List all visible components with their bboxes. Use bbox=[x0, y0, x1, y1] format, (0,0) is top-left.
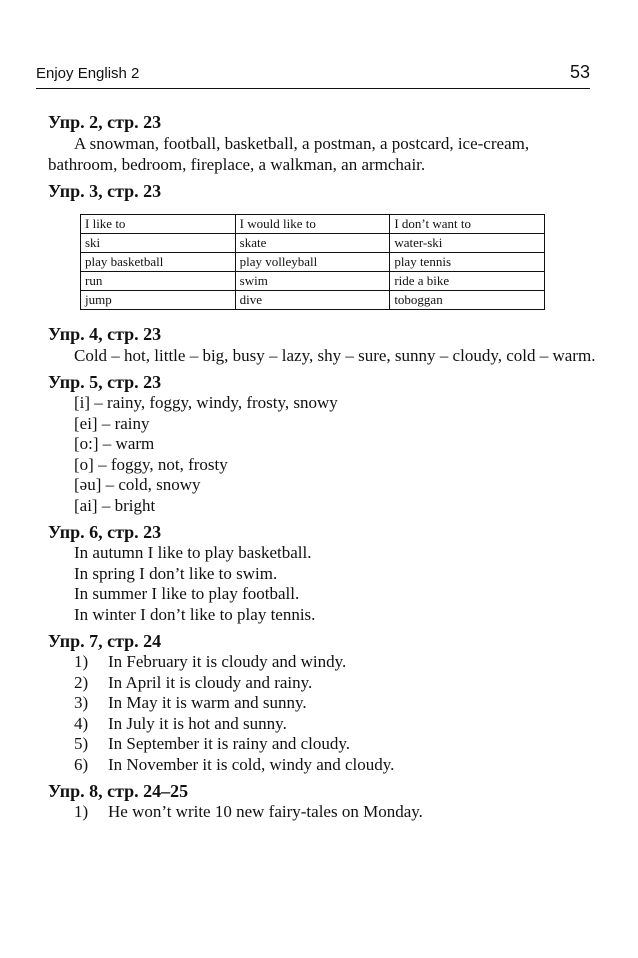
item-number: 1) bbox=[74, 652, 89, 671]
list-item bbox=[48, 802, 596, 823]
list-item: [o:] – warm bbox=[74, 434, 155, 453]
exercise-text: Cold – hot, little – big, busy – lazy, shy – sure, sunny – cloudy, cold – warm. bbox=[74, 346, 596, 365]
exercise-4 bbox=[48, 324, 596, 366]
sound-list bbox=[48, 393, 596, 516]
exercise-text: A snowman, football, basketball, a postman, a postcard, ice-cream, bathroom, bedroom, fireplace, a walkman, an armchair. bbox=[48, 134, 530, 174]
list-item bbox=[48, 755, 596, 776]
item-text: He won’t write 10 new fairy-tales on Monday. bbox=[108, 802, 423, 821]
list-item: In autumn I like to play basketball. bbox=[74, 543, 312, 562]
table-cell: jump bbox=[81, 291, 236, 310]
table-cell: water-ski bbox=[390, 234, 545, 253]
item-text: In November it is cold, windy and cloudy. bbox=[108, 754, 395, 774]
list-item: [o] – foggy, not, frosty bbox=[74, 454, 228, 474]
list-item: [əu] – cold, snowy bbox=[74, 475, 201, 494]
page-content bbox=[48, 112, 596, 823]
item-number: 1) bbox=[74, 802, 89, 821]
page-number: 53 bbox=[569, 62, 590, 82]
exercise-title: Упр. 7, стр. 24 bbox=[48, 631, 162, 651]
table-cell: swim bbox=[235, 272, 390, 291]
item-number: 4) bbox=[74, 713, 89, 733]
exercise-7 bbox=[48, 631, 596, 775]
sentence-list bbox=[48, 543, 596, 625]
exercise-6 bbox=[48, 522, 596, 625]
item-number: 3) bbox=[74, 693, 89, 712]
list-item: In winter I don’t like to play tennis. bbox=[74, 604, 316, 624]
table-row bbox=[81, 253, 545, 272]
table-row bbox=[81, 272, 545, 291]
list-item bbox=[48, 693, 596, 714]
exercise-2 bbox=[48, 112, 596, 175]
table-row bbox=[81, 234, 545, 253]
list-item: [ei] – rainy bbox=[74, 413, 150, 433]
exercise-title: Упр. 2, стр. 23 bbox=[48, 112, 162, 132]
exercise-3 bbox=[48, 181, 596, 310]
activities-table bbox=[80, 214, 545, 310]
table-cell: play basketball bbox=[81, 253, 236, 272]
table-row bbox=[81, 291, 545, 310]
numbered-list bbox=[48, 802, 596, 823]
list-item bbox=[48, 673, 596, 694]
item-text: In April it is cloudy and rainy. bbox=[108, 672, 313, 692]
table-cell: play tennis bbox=[390, 253, 545, 272]
table-cell: dive bbox=[235, 291, 390, 310]
table-header-cell: I like to bbox=[81, 215, 236, 234]
exercise-title: Упр. 4, стр. 23 bbox=[48, 324, 162, 344]
list-item: [ai] – bright bbox=[74, 495, 156, 515]
exercise-8 bbox=[48, 781, 596, 823]
table-cell: ride a bike bbox=[390, 272, 545, 291]
table-header-cell: I don’t want to bbox=[390, 215, 545, 234]
list-item: [i] – rainy, foggy, windy, frosty, snowy bbox=[74, 393, 338, 412]
list-item: In summer I like to play football. bbox=[74, 584, 300, 603]
table-cell: skate bbox=[235, 234, 390, 253]
item-text: In May it is warm and sunny. bbox=[108, 693, 307, 712]
item-text: In September it is rainy and cloudy. bbox=[108, 734, 351, 753]
table-cell: toboggan bbox=[390, 291, 545, 310]
book-title: Enjoy English 2 bbox=[36, 65, 140, 82]
numbered-list bbox=[48, 652, 596, 775]
exercise-5 bbox=[48, 372, 596, 516]
list-item: In spring I don’t like to swim. bbox=[74, 563, 278, 583]
running-header bbox=[36, 62, 590, 89]
exercise-title: Упр. 3, стр. 23 bbox=[48, 181, 162, 201]
exercise-title: Упр. 8, стр. 24–25 bbox=[48, 781, 189, 801]
exercise-title: Упр. 5, стр. 23 bbox=[48, 372, 162, 392]
list-item bbox=[48, 734, 596, 755]
table-header-cell: I would like to bbox=[235, 215, 390, 234]
list-item bbox=[48, 652, 596, 673]
item-text: In July it is hot and sunny. bbox=[108, 713, 287, 733]
item-text: In February it is cloudy and windy. bbox=[108, 652, 347, 671]
table-cell: ski bbox=[81, 234, 236, 253]
exercise-title: Упр. 6, стр. 23 bbox=[48, 522, 162, 542]
item-number: 5) bbox=[74, 734, 89, 753]
item-number: 2) bbox=[74, 672, 89, 692]
list-item bbox=[48, 714, 596, 735]
table-header-row bbox=[81, 215, 545, 234]
table-cell: run bbox=[81, 272, 236, 291]
item-number: 6) bbox=[74, 754, 89, 774]
table-cell: play volleyball bbox=[235, 253, 390, 272]
